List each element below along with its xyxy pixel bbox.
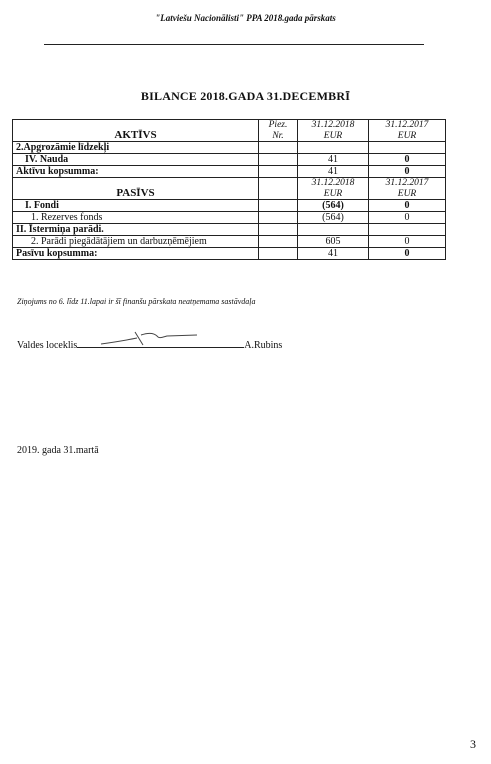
table-row	[13, 154, 446, 166]
row-value-2017: 0	[369, 166, 446, 178]
row-label: 2. Parādi piegādātājiem un darbuzņēmējiem	[13, 236, 259, 248]
row-value-2018: 41	[298, 248, 369, 260]
note-number-header: Piez. Nr.	[259, 120, 298, 142]
handwritten-signature	[97, 327, 207, 349]
row-value-2018: 41	[298, 166, 369, 178]
signature-line	[77, 337, 244, 348]
row-label: Aktīvu kopsumma:	[13, 166, 259, 178]
row-value-2018: (564)	[298, 212, 369, 224]
pasivs-title: PASĪVS	[13, 178, 259, 200]
row-note	[259, 248, 298, 260]
row-note	[259, 142, 298, 154]
row-label: 2.Apgrozāmie līdzekļi	[13, 142, 259, 154]
table-row	[13, 224, 446, 236]
row-label: Pasīvu kopsumma:	[13, 248, 259, 260]
row-label: IV. Nauda	[13, 154, 259, 166]
page-title: BILANCE 2018.GADA 31.DECEMBRĪ	[140, 89, 351, 103]
row-value-2017: 0	[369, 200, 446, 212]
row-label: II. Īstermiņa parādi.	[13, 224, 259, 236]
row-value-2017	[369, 224, 446, 236]
table-row	[13, 142, 446, 154]
row-note	[259, 166, 298, 178]
aktivs-title: AKTĪVS	[13, 120, 259, 142]
row-label: I. Fondi	[13, 200, 259, 212]
row-value-2017	[369, 142, 446, 154]
signatory-role: Valdes loceklis	[17, 340, 78, 351]
row-value-2017: 0	[369, 212, 446, 224]
row-note	[259, 212, 298, 224]
col-2017-header: 31.12.2017 EUR	[369, 178, 446, 200]
footnote: Ziņojums no 6. līdz 11.lapai ir šī finanšu pārskata neatņemama sastāvdaļa	[17, 297, 256, 306]
pasivs-header-row	[13, 178, 446, 200]
header-divider	[44, 44, 424, 45]
row-value-2018: (564)	[298, 200, 369, 212]
row-note	[259, 236, 298, 248]
balance-table	[12, 119, 446, 260]
signature-block	[17, 337, 282, 351]
table-row	[13, 248, 446, 260]
row-note	[259, 200, 298, 212]
row-value-2017: 0	[369, 236, 446, 248]
row-value-2017: 0	[369, 248, 446, 260]
table-row	[13, 166, 446, 178]
table-row	[13, 200, 446, 212]
row-note	[259, 224, 298, 236]
col-2018-header: 31.12.2018 EUR	[298, 178, 369, 200]
col-2018-header: 31.12.2018 EUR	[298, 120, 369, 142]
row-value-2018: 41	[298, 154, 369, 166]
row-label: 1. Rezerves fonds	[13, 212, 259, 224]
document-header: "Latviešu Nacionālisti" PPA 2018.gada pārskats	[155, 13, 336, 23]
row-value-2018: 605	[298, 236, 369, 248]
table-row	[13, 212, 446, 224]
col-2017-header: 31.12.2017 EUR	[369, 120, 446, 142]
table-row	[13, 236, 446, 248]
signatory-name: A.Rubins	[244, 340, 283, 351]
document-date: 2019. gada 31.martā	[17, 445, 99, 456]
row-note	[259, 154, 298, 166]
row-value-2018	[298, 224, 369, 236]
row-value-2018	[298, 142, 369, 154]
row-value-2017: 0	[369, 154, 446, 166]
page-number: 3	[470, 737, 476, 751]
aktivs-header-row	[13, 120, 446, 142]
row-note	[259, 178, 298, 200]
